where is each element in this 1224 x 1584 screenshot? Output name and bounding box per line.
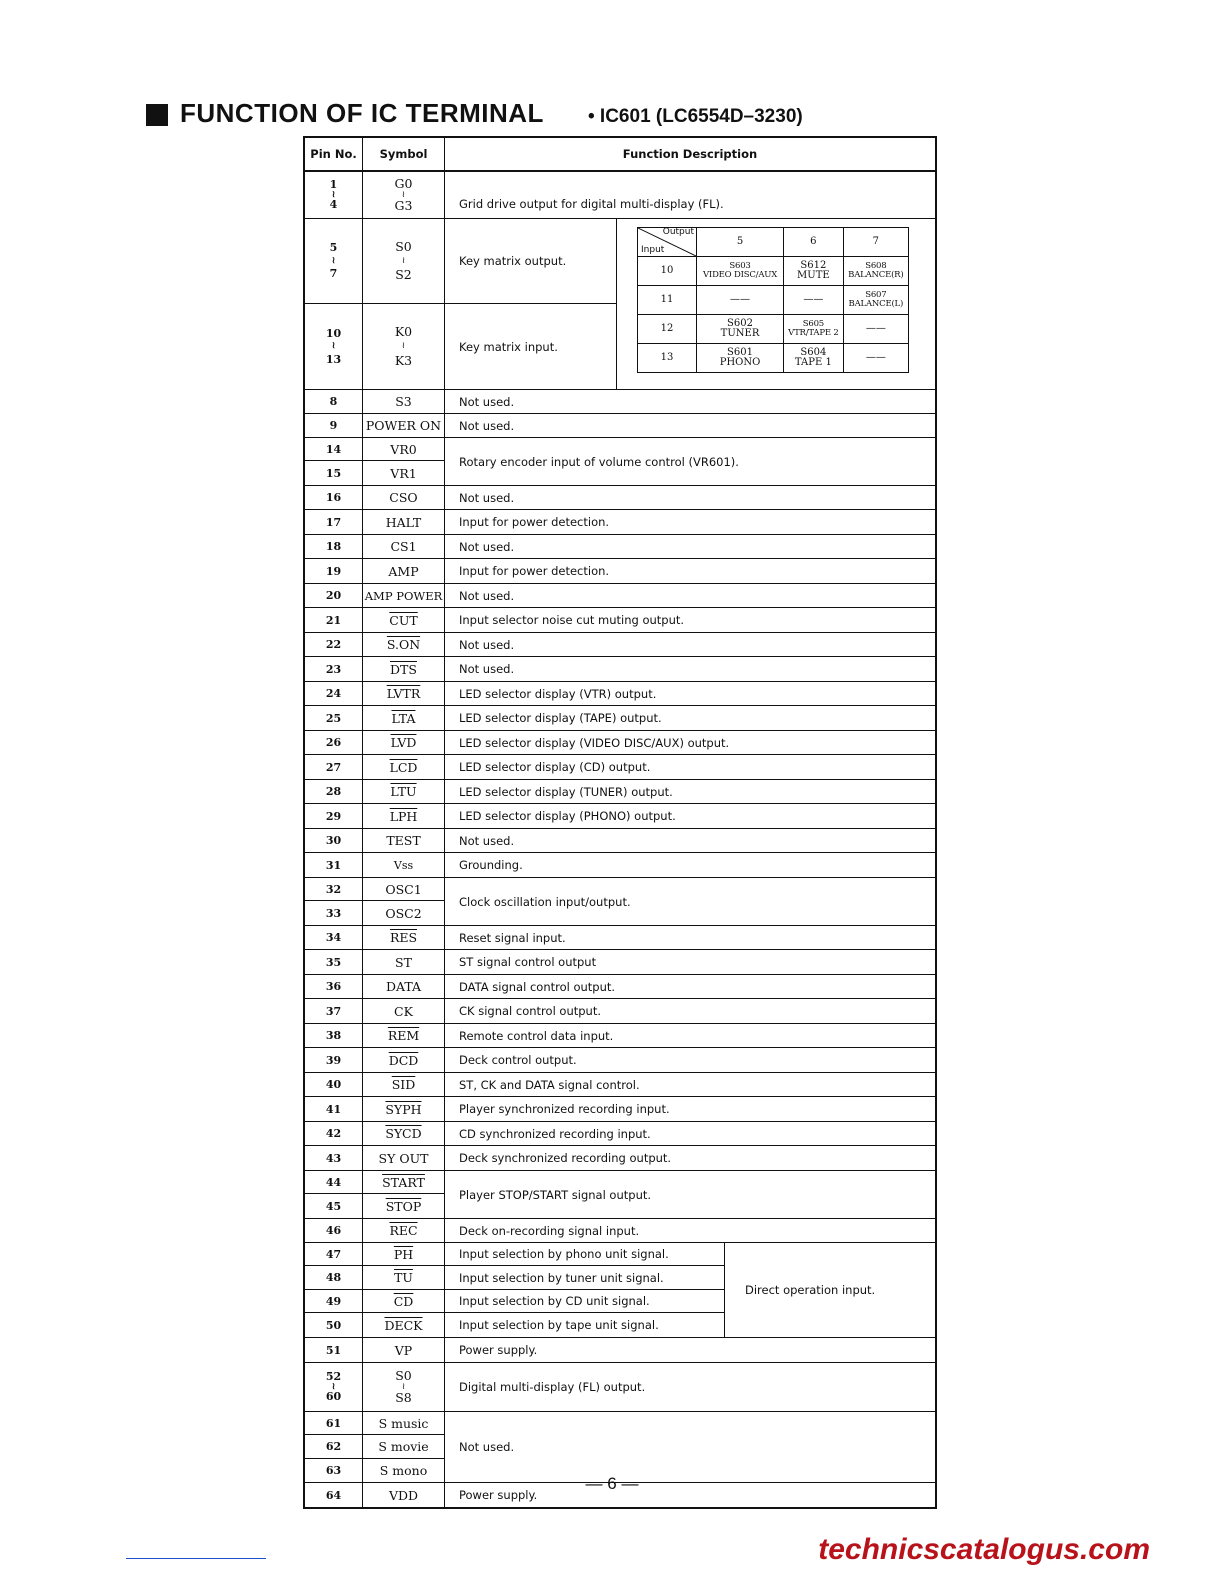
pin-symbol: S2 [395, 267, 412, 283]
pin-number: 63 [305, 1459, 363, 1482]
matrix-col-header: 7 [843, 228, 908, 257]
function-description: Power supply. [459, 1488, 538, 1502]
pin-number: 37 [305, 999, 363, 1023]
function-description: Power supply. [459, 1343, 538, 1357]
function-description: Not used. [459, 833, 515, 848]
key-matrix-table [637, 227, 909, 373]
function-description: Input selection by tuner unit signal. [445, 1266, 724, 1290]
pin-symbol: HALT [363, 510, 445, 534]
pin-number: 50 [305, 1313, 363, 1337]
pin-number: 19 [305, 559, 363, 583]
pin-symbol: S movie [363, 1435, 445, 1458]
pin-symbol: S mono [363, 1459, 445, 1482]
pin-symbol: SYCD [385, 1126, 422, 1141]
function-description: Player synchronized recording input. [459, 1102, 670, 1116]
pin-number: 46 [305, 1219, 363, 1242]
col-header-function: Function Description [622, 147, 758, 161]
table-row [305, 780, 935, 804]
table-header [305, 138, 935, 172]
function-description: Key matrix input. [459, 339, 558, 354]
pin-symbol: CK [363, 999, 445, 1023]
table-row [305, 999, 935, 1024]
matrix-cell: S601 PHONO [697, 344, 784, 373]
table-row [305, 608, 935, 633]
pin-number: 60 [325, 1390, 342, 1404]
pin-number: 40 [305, 1073, 363, 1096]
function-description: Key matrix output. [445, 219, 616, 304]
matrix-cell: S604 TAPE 1 [784, 344, 844, 373]
table-row [305, 1097, 935, 1122]
table-row [305, 853, 935, 878]
function-description: Reset signal input. [459, 930, 566, 945]
pin-number: 44 [305, 1171, 363, 1193]
pin-symbol: $\overline{SID}$ [391, 1077, 416, 1092]
function-description: Input selection by tape unit signal. [459, 1318, 659, 1332]
table-row [305, 731, 935, 755]
pin-symbol: ST [363, 950, 445, 974]
function-description: Input selection by phono unit signal. [445, 1243, 724, 1266]
pin-number: 24 [305, 682, 363, 705]
function-description: Deck synchronized recording output. [459, 1151, 672, 1165]
page-heading [146, 98, 1046, 138]
ic-identifier: • IC601 (LC6554D–3230) [588, 106, 803, 127]
direct-operation-note: Direct operation input. [745, 1283, 876, 1297]
pin-number: 4 [329, 198, 338, 212]
table-row [305, 950, 935, 975]
pin-symbol: $\overline{CUT}$ [389, 612, 418, 628]
pin-symbol: K3 [394, 352, 413, 368]
pin-symbol: $\overline{REC}$ [389, 1223, 418, 1238]
pin-number: 52 [325, 1369, 342, 1383]
pin-symbol: VR1 [363, 461, 445, 485]
function-description: Deck on-recording signal input. [459, 1223, 640, 1238]
pin-symbol: $\overline{PH}$ [393, 1246, 414, 1262]
matrix-row-header: 13 [638, 344, 697, 373]
range-marker: ≀ [331, 255, 336, 266]
function-description: CK signal control output. [459, 1004, 602, 1018]
function-description: LED selector display (TUNER) output. [459, 784, 673, 799]
pin-number: 25 [305, 706, 363, 730]
pin-symbol: $\overline{LTU}$ [390, 784, 417, 799]
pin-symbol: S8 [395, 1390, 412, 1406]
pin-number: 32 [305, 878, 363, 900]
matrix-output-label: Output [662, 227, 694, 237]
table-row [305, 1073, 935, 1097]
function-description: Deck control output. [459, 1053, 577, 1067]
pin-symbol: G3 [394, 198, 413, 214]
pin-number: 64 [305, 1483, 363, 1507]
function-description: LED selector display (VTR) output. [459, 686, 657, 701]
watermark: technicscatalogus.com [818, 1533, 1150, 1566]
pin-symbol: $\overline{LPH}$ [389, 808, 418, 824]
pin-number: 8 [305, 390, 363, 413]
pin-number: 49 [305, 1290, 363, 1312]
pin-symbol: S0 [395, 1367, 412, 1383]
matrix-cell: S603 VIDEO DISC/AUX [697, 257, 784, 286]
matrix-cell: S605 VTR/TAPE 2 [784, 315, 844, 344]
pin-number: 31 [305, 853, 363, 877]
pin-number: 9 [305, 414, 363, 437]
pin-number: 30 [305, 829, 363, 852]
matrix-cell: S602 TUNER [697, 315, 784, 344]
matrix-cell: —— [784, 286, 844, 315]
pin-symbol: S0 [395, 238, 412, 254]
pin-symbol: LVTR [386, 686, 421, 701]
function-description: ST, CK and DATA signal control. [459, 1077, 640, 1092]
pin-number: 22 [305, 633, 363, 656]
table-row [305, 1048, 935, 1073]
pin-symbol: S music [363, 1412, 445, 1434]
pin-number: 28 [305, 780, 363, 803]
function-description: Not used. [459, 418, 515, 433]
pin-symbol: AMP POWER [363, 584, 445, 607]
matrix-row-header: 12 [638, 315, 697, 344]
range-marker: ≀ [331, 189, 336, 200]
pin-number: 42 [305, 1122, 363, 1145]
pin-number: 1 [329, 177, 338, 191]
pin-number: 36 [305, 975, 363, 998]
table-row [305, 878, 935, 926]
table-row [305, 1219, 935, 1243]
table-row [305, 559, 935, 584]
pin-number: 35 [305, 950, 363, 974]
pin-symbol: S.ON [386, 637, 421, 652]
pin-symbol: $\overline{RES}$ [389, 930, 418, 945]
pin-symbol: VP [363, 1338, 445, 1362]
pin-symbol: $\overline{REM}$ [387, 1028, 420, 1043]
table-row [305, 706, 935, 731]
pin-number: 61 [305, 1412, 363, 1434]
pin-symbol: DATA [363, 975, 445, 998]
table-row [305, 390, 935, 414]
function-description: Not used. [459, 394, 515, 409]
pin-symbol: $\overline{LTA}$ [391, 710, 416, 726]
table-row [305, 633, 935, 657]
table-row [305, 755, 935, 780]
pin-symbol: K0 [394, 324, 413, 340]
page-title: FUNCTION OF IC TERMINAL [180, 98, 544, 128]
function-description: Digital multi-display (FL) output. [459, 1380, 646, 1394]
pin-symbol: $\overline{LVD}$ [390, 735, 417, 750]
function-description: Remote control data input. [459, 1028, 614, 1043]
table-row [305, 657, 935, 682]
table-row [305, 172, 935, 219]
table-row [305, 414, 935, 438]
pin-symbol: TEST [363, 829, 445, 852]
function-description: Clock oscillation input/output. [459, 894, 631, 909]
function-description: Player STOP/START signal output. [459, 1187, 652, 1202]
pin-number: 10 [325, 326, 342, 340]
pin-symbol: SYPH [385, 1101, 422, 1117]
pin-symbol: VR0 [363, 438, 445, 460]
function-description: LED selector display (TAPE) output. [459, 711, 662, 725]
pin-number: 38 [305, 1024, 363, 1047]
pin-number: 33 [305, 901, 363, 925]
matrix-cell: S608 BALANCE(R) [843, 257, 908, 286]
pin-number: 14 [305, 438, 363, 460]
direct-operation-section [305, 1243, 935, 1338]
table-row [305, 486, 935, 510]
pin-symbol: OSC1 [363, 878, 445, 900]
function-description: Not used. [459, 662, 515, 676]
pin-number: 21 [305, 608, 363, 632]
table-row [305, 682, 935, 706]
table-row [305, 975, 935, 999]
matrix-col-header: 6 [784, 228, 844, 257]
pin-symbol: POWER ON [363, 414, 445, 437]
pin-symbol: SY OUT [363, 1146, 445, 1170]
col-header-symbol: Symbol [363, 138, 445, 170]
pin-number: 5 [329, 241, 338, 255]
pin-number: 45 [305, 1194, 363, 1218]
function-description: Grounding. [459, 858, 523, 872]
pin-symbol: $\overline{TU}$ [394, 1270, 413, 1285]
pin-symbol: CS1 [363, 535, 445, 558]
pin-symbol: $\overline{DTS}$ [390, 661, 417, 677]
function-description: DATA signal control output. [459, 979, 616, 994]
function-description: Input for power detection. [459, 564, 610, 578]
function-description: Not used. [459, 637, 515, 652]
table-row [305, 1122, 935, 1146]
pin-number: 26 [305, 731, 363, 754]
pin-symbol: OSC2 [363, 901, 445, 925]
table-row [305, 1412, 935, 1483]
table-row [305, 926, 935, 950]
pin-number: 13 [325, 352, 342, 366]
pin-symbol: G0 [394, 175, 413, 191]
pin-symbol: AMP [363, 559, 445, 583]
function-description: Not used. [459, 490, 515, 505]
table-row [305, 1171, 935, 1219]
pin-number: 7 [329, 267, 338, 281]
pin-symbol: $\overline{CD}$ [393, 1293, 414, 1309]
pin-symbol: Vss [363, 853, 445, 877]
range-marker: ≀ [401, 1381, 406, 1392]
range-marker: ≀ [331, 1381, 336, 1392]
function-description: Not used. [459, 1440, 515, 1454]
matrix-row-header: 11 [638, 286, 697, 315]
table-row [305, 1146, 935, 1171]
table-row [305, 438, 935, 486]
pin-number: 43 [305, 1146, 363, 1170]
function-description: LED selector display (PHONO) output. [459, 809, 676, 823]
range-marker: ≀ [401, 189, 406, 200]
function-description: Input for power detection. [459, 515, 610, 529]
pin-number: 51 [305, 1338, 363, 1362]
matrix-col-header: 5 [697, 228, 784, 257]
function-description: CD synchronized recording input. [459, 1126, 651, 1141]
pin-symbol: $\overline{LCD}$ [389, 759, 418, 775]
pin-symbol: START [382, 1174, 425, 1190]
matrix-cell: S612 MUTE [784, 257, 844, 286]
pin-function-table [303, 136, 937, 1509]
col-header-pin: Pin No. [305, 138, 363, 170]
key-matrix-section [305, 219, 935, 390]
function-description: LED selector display (VIDEO DISC/AUX) output. [459, 735, 730, 750]
range-marker: ≀ [401, 255, 406, 266]
function-description: ST signal control output [459, 955, 597, 969]
pin-number: 17 [305, 510, 363, 534]
pin-number: 47 [305, 1243, 363, 1265]
pin-number: 39 [305, 1048, 363, 1072]
function-description: Rotary encoder input of volume control (VR601). [459, 454, 739, 469]
pin-symbol: STOP [385, 1198, 422, 1214]
range-marker: ≀ [401, 341, 406, 352]
table-row [305, 535, 935, 559]
matrix-cell: —— [843, 344, 908, 373]
matrix-cell: S607 BALANCE(L) [843, 286, 908, 315]
pin-symbol: $\overline{DCD}$ [388, 1052, 419, 1068]
pin-symbol: VDD [363, 1483, 445, 1507]
pin-number: 34 [305, 926, 363, 949]
matrix-cell: —— [843, 315, 908, 344]
pin-number: 48 [305, 1266, 363, 1289]
function-description: Grid drive output for digital multi-display (FL). [459, 197, 724, 211]
pin-number: 20 [305, 584, 363, 607]
range-marker: ≀ [331, 341, 336, 352]
matrix-row-header: 10 [638, 257, 697, 286]
table-row [305, 1338, 935, 1363]
pin-symbol: CSO [363, 486, 445, 509]
pin-number: 29 [305, 804, 363, 828]
matrix-cell: —— [697, 286, 784, 315]
pin-number: 27 [305, 755, 363, 779]
footer-link-line [126, 1558, 266, 1559]
table-row [305, 510, 935, 535]
function-description: Not used. [459, 588, 515, 603]
pin-number: 23 [305, 657, 363, 681]
heading-square-icon [146, 104, 168, 126]
pin-number: 18 [305, 535, 363, 558]
function-description: Input selection by CD unit signal. [445, 1290, 724, 1313]
matrix-input-label: Input [641, 244, 665, 255]
pin-number: 16 [305, 486, 363, 509]
table-row [305, 804, 935, 829]
table-row [305, 1363, 935, 1412]
pin-number: 15 [305, 461, 363, 485]
matrix-corner [638, 228, 696, 256]
function-description: LED selector display (CD) output. [459, 760, 651, 774]
function-description: Input selector noise cut muting output. [459, 613, 685, 627]
table-row [305, 829, 935, 853]
table-row [305, 1024, 935, 1048]
page-number: — 6 — [585, 1474, 639, 1493]
pin-symbol: S3 [363, 390, 445, 413]
function-description: Not used. [459, 539, 515, 554]
pin-number: 41 [305, 1097, 363, 1121]
table-row [305, 584, 935, 608]
pin-symbol: DECK [384, 1317, 423, 1333]
pin-number: 62 [305, 1435, 363, 1458]
